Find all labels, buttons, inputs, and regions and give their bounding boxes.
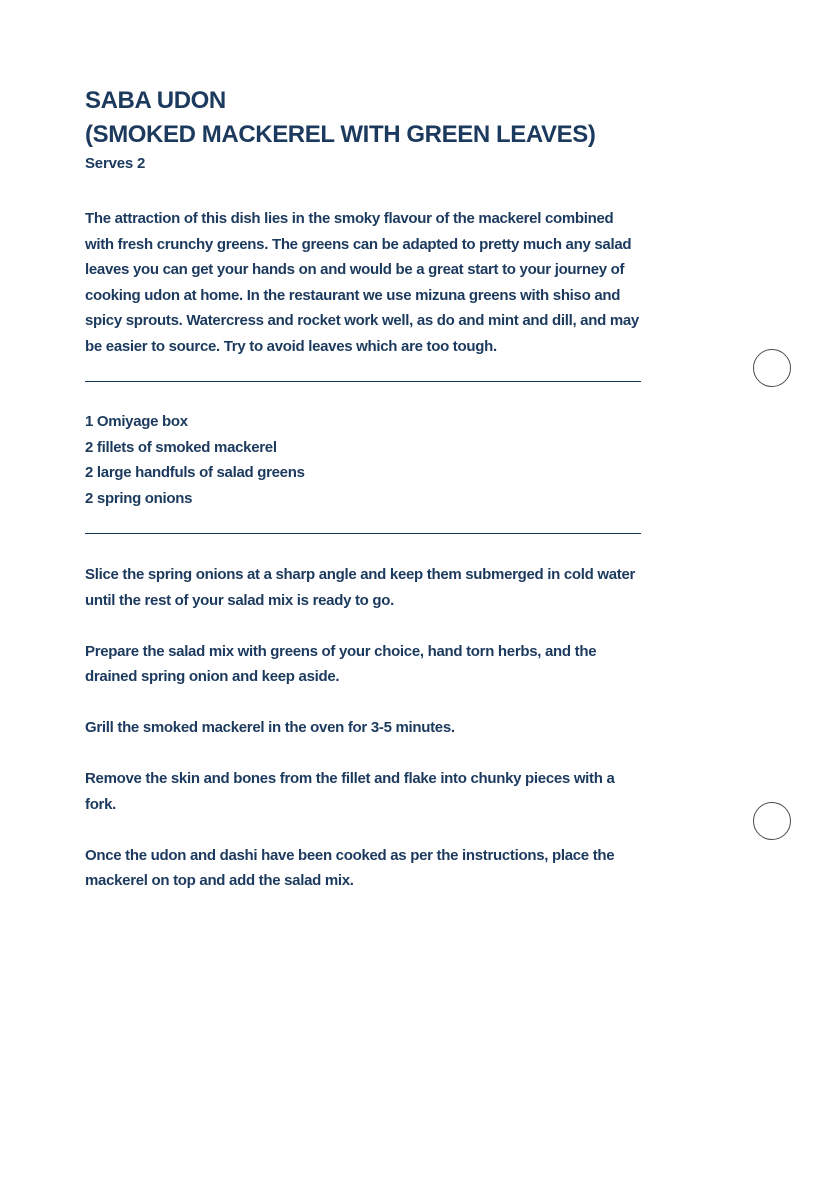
- divider-top: [85, 381, 641, 382]
- recipe-content-column: [85, 84, 641, 919]
- punch-hole-bottom-icon: [753, 802, 791, 840]
- ingredient-item: 2 fillets of smoked mackerel: [85, 438, 277, 456]
- method-step: Prepare the salad mix with greens of your choice, hand torn herbs, and the drained spring onion and keep aside.: [85, 642, 597, 686]
- recipe-title: [85, 84, 641, 152]
- recipe-title-line1: SABA UDON: [85, 87, 226, 114]
- method-step: Remove the skin and bones from the fillet and flake into chunky pieces with a fork.: [85, 770, 615, 813]
- method-step: Grill the smoked mackerel in the oven for 3-5 minutes.: [85, 719, 455, 737]
- recipe-title-line2: (SMOKED MACKEREL WITH GREEN LEAVES): [85, 121, 596, 148]
- divider-bottom: [85, 533, 641, 534]
- ingredients-list: [85, 409, 641, 511]
- serves-label: Serves 2: [85, 155, 146, 172]
- punch-hole-top-icon: [753, 349, 791, 387]
- method-step: Slice the spring onions at a sharp angle and keep them submerged in cold water until the rest of your salad mix is ready to go.: [85, 566, 636, 609]
- ingredient-item: 2 large handfuls of salad greens: [85, 464, 305, 482]
- intro-paragraph: The attraction of this dish lies in the smoky flavour of the mackerel combined with fresh crunchy greens. The greens can be adapted to pretty much any salad leaves you can get your hands on and would be a great start to your journey of cooking udon at home. In the restaurant we use mizuna greens with shiso and spicy sprouts. Watercress and rocket work well, as do and mint and dill, and may be easier to source. Try to avoid leaves which are too tough.: [85, 210, 639, 355]
- ingredient-item: 2 spring onions: [85, 489, 193, 507]
- method-steps: [85, 562, 641, 894]
- ingredient-item: 1 Omiyage box: [85, 413, 188, 430]
- method-step: Once the udon and dashi have been cooked as per the instructions, place the mackerel on top and add the salad mix.: [85, 846, 615, 890]
